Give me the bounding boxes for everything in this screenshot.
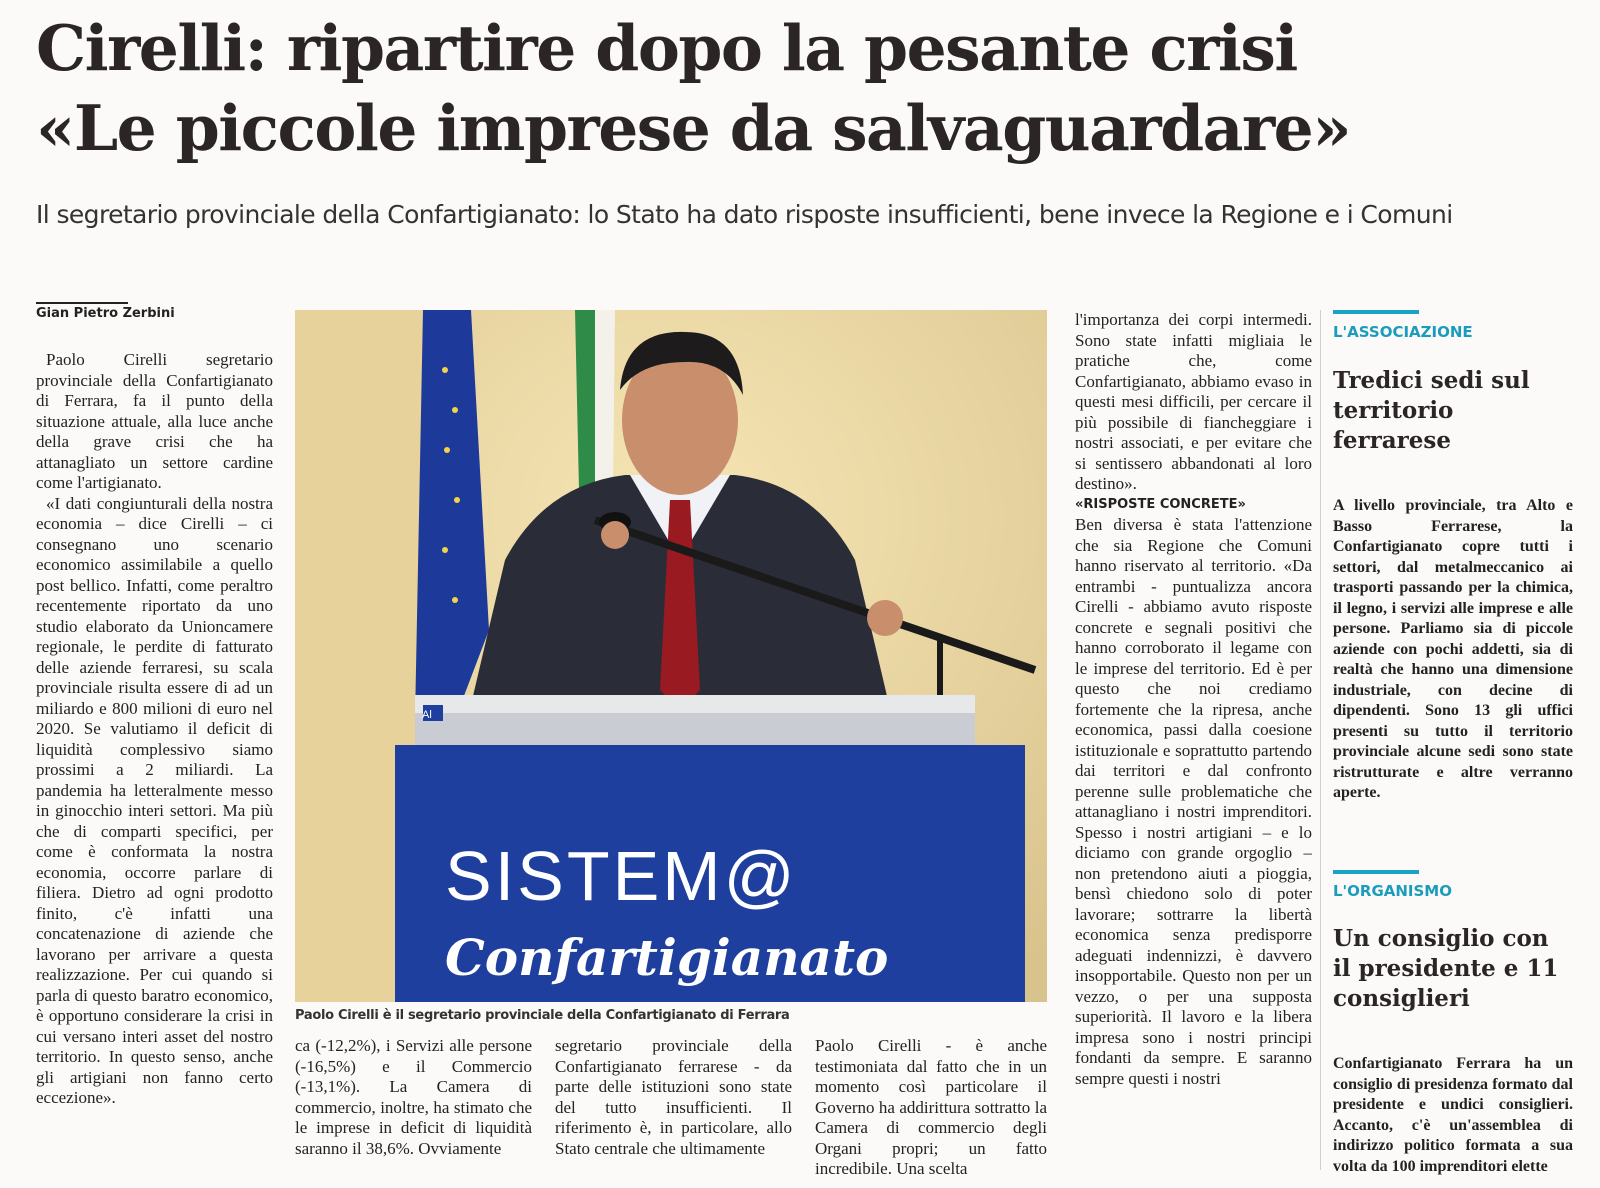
article-paragraph: ca (-12,2%), i Servizi alle persone (-16,5%) e il Commercio (-13,1%). La Camera di commercio, inoltre, ha stimato che le imprese in deficit di liquidità saranno il 38,6%. Ovviamente — [295, 1036, 532, 1158]
podium-tag: Al — [422, 709, 432, 721]
article-photo — [295, 310, 1047, 1002]
article-column-1 — [36, 350, 273, 1175]
article-paragraph: Paolo Cirelli - è anche testimoniata dal fatto che in un momento così particolare il Governo ha addirittura sottratto la Camera di commercio degli Organi propri; un fatto incredibile. Una scelta — [815, 1036, 1047, 1178]
headline — [36, 8, 1576, 168]
article-paragraph: Paolo Cirelli segretario provinciale della Confartigianato di Ferrara, fa il punto della situazione attuale, alla luce anche della grave crisi che ha attanagliato un settore cardine come l'artigianato. — [36, 350, 273, 492]
photo-caption: Paolo Cirelli è il segretario provinciale della Confartigianato di Ferrara — [295, 1008, 790, 1023]
subheadline: Il segretario provinciale della Confartigianato: lo Stato ha dato risposte insufficienti, bene invece la Regione e i Comuni — [36, 200, 1453, 229]
article-column-4 — [815, 1036, 1047, 1186]
sidebar-title-organism: Un consiglio con il presidente e 11 consiglieri — [1333, 925, 1559, 1012]
byline-rule — [36, 302, 128, 304]
sidebar-text-organism: Confartigianato Ferrara ha un consiglio di presidenza formato dal presidente e undici consiglieri. Accanto, c'è un'assemblea di indirizzo politico formata a sua volta da 100 imprenditori elette — [1333, 1055, 1573, 1175]
headline-line-2: «Le piccole imprese da salvaguardare» — [36, 91, 1351, 165]
article-paragraph: l'importanza dei corpi intermedi. Sono state infatti migliaia le pratiche che, come Confartigianato, abbiamo evaso in questi mesi difficili, per cercare il più possibile di fiancheggiare i nostri associati, e per evitare che si sentissero abbandonati al loro destino». — [1075, 310, 1312, 493]
article-column-5 — [1075, 310, 1312, 1180]
sidebar-title-association: Tredici sedi sul territorio ferrarese — [1333, 367, 1530, 454]
section-label-association: L'ASSOCIAZIONE — [1333, 323, 1473, 341]
section-accent-rule — [1333, 310, 1419, 314]
article-paragraph: segretario provinciale della Confartigianato ferrarese - da parte delle istituzioni sono state del tutto insufficienti. Il riferimento è, in particolare, allo Stato centrale che ultimamente — [555, 1036, 792, 1158]
headline-line-1: Cirelli: ripartire dopo la pesante crisi — [36, 11, 1297, 85]
sidebar-text-association: A livello provinciale, tra Alto e Basso Ferrarese, la Confartigianato copre tutti i settori, dal metalmeccanico ai trasporti passando per la chimica, il legno, i servizi alle imprese e alle persone. Parliamo sia di piccole aziende con pochi addetti, sia di realtà che hanno una dimensione industriale, con decine di dipendenti. Sono 13 gli uffici presenti su tutto il territorio provinciale alcune sedi sono state ristrutturate e altre verranno aperte. — [1333, 497, 1573, 801]
section-accent-rule — [1333, 870, 1419, 874]
section-subheading: «RISPOSTE CONCRETE» — [1075, 496, 1246, 512]
article-paragraph: Ben diversa è stata l'attenzione che sia Regione che Comuni hanno riservato al territorio. «Da entrambi - puntualizza ancora Cirelli - abbiamo avuto risposte concrete e segnali positivi che hanno corroborato il legame con le imprese del territorio. Ed è per questo che noi crediamo fortemente che la ripresa, anche economica, passi dalla coesione istituzionale e soprattutto partendo dai territori e dal confronto perenne sulle problematiche che attanagliano i nostri imprenditori. Spesso i nostri artigiani – e lo diciamo con grande orgoglio – non pretendono aiuti a pioggia, bensì chiedono solo di poter lavorare; sottrarre la libertà economica senza predisporre adeguati indennizzi, è davvero insopportabile. Questo non per un vezzo, o per una supposta superiorità. Il lavoro e la libera impresa sono i nostri principi fondanti da sempre. E saranno sempre questi i nostri — [1075, 515, 1312, 1088]
speaker-photo-illustration — [295, 310, 1047, 1002]
byline: Gian Pietro Zerbini — [36, 306, 175, 321]
article-paragraph: «I dati congiunturali della nostra economia – dice Cirelli – ci consegnano uno scenario economico assimilabile a quello post bellico. Infatti, come peraltro recentemente riportato da uno studio elaborato da Unioncamere regionale, le perdite di fatturato delle aziende ferraresi, su scala provinciale risulta essere di ad un miliardo e 800 milioni di euro nel 2020. Se valutiamo il deficit di liquidità complessivo siamo prossimi a 2 miliardi. La pandemia ha letteralmente messo in ginocchio interi settori. Ma più che di comparti specifici, per come è conformata la nostra economia, occorre parlare di filiera. Dietro ad ogni prodotto finito, c'è infatti una concatenazione di aziende che lavorano per arrivare a questa realizzazione. Per cui quando si parla di questo baratro economico, è opportuno considerare la crisi in cui versano interi asset del nostro territorio. In questo senso, anche gli artigiani non fanno certo eccezione». — [36, 493, 273, 1107]
article-column-2 — [295, 1036, 532, 1186]
sign-brand-text: SISTEM@ — [445, 837, 798, 915]
column-divider — [1320, 310, 1321, 1170]
article-column-3 — [555, 1036, 792, 1186]
section-label-organism: L'ORGANISMO — [1333, 882, 1452, 900]
sign-brand-subtext: Confartigianato — [445, 928, 889, 987]
